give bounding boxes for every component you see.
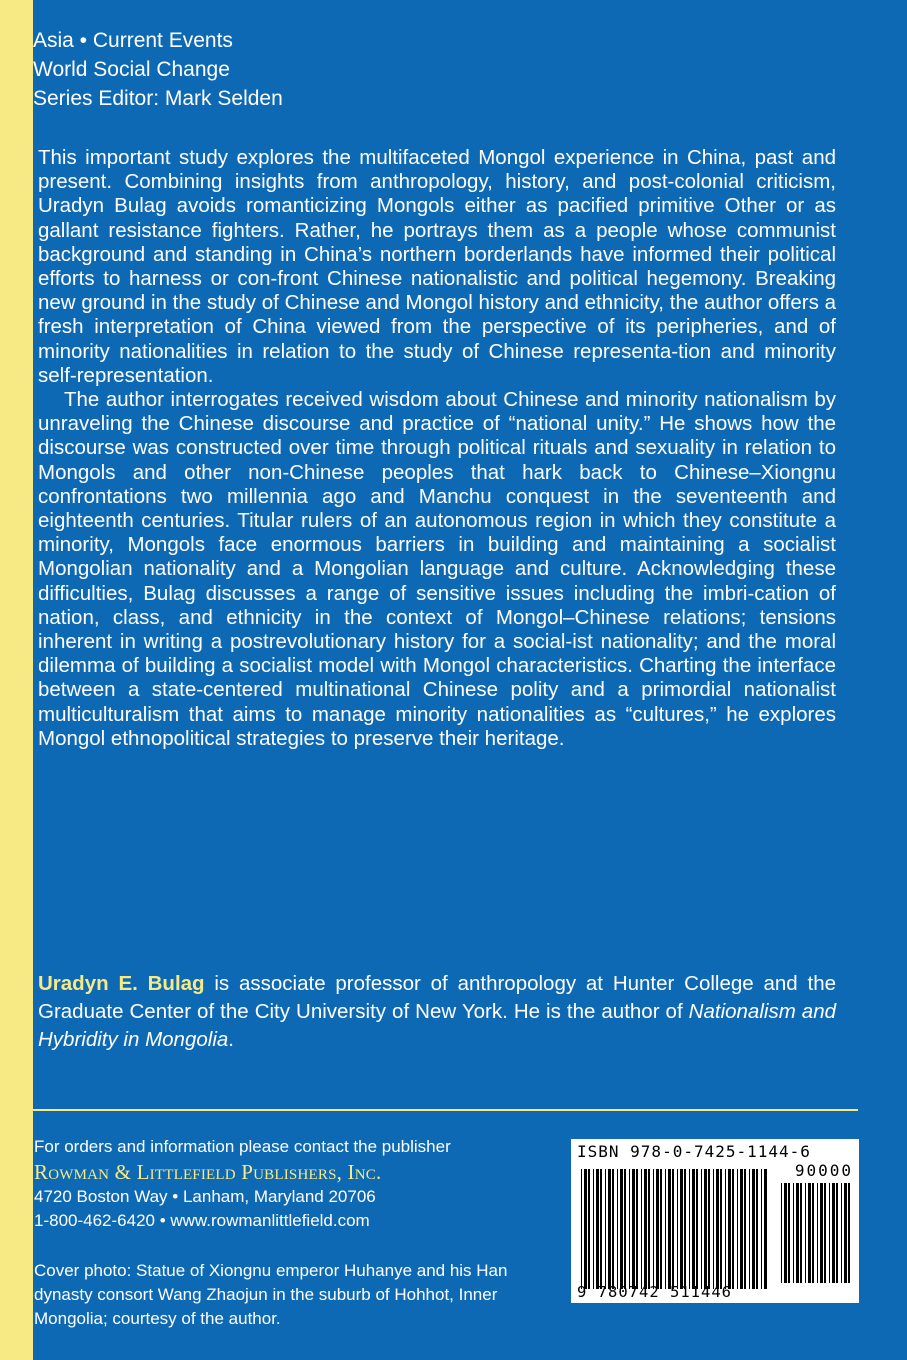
spine-strip — [0, 0, 33, 1360]
contact-intro: For orders and information please contact the publisher — [34, 1137, 451, 1156]
barcode-bars-icon — [581, 1169, 769, 1289]
series-info — [33, 26, 283, 113]
divider-line — [14, 1109, 858, 1111]
series-line-1: Asia • Current Events — [33, 29, 233, 52]
price-addon-code: 90000 — [794, 1161, 853, 1180]
author-bio-text: is associate professor of anthropology at Hunter College and the Graduate Center of the City University of New York. He is the author of — [38, 972, 836, 1023]
publisher-phone-web: 1-800-462-6420 • www.rowmanlittlefield.com — [34, 1211, 370, 1230]
author-book-title: Nationalism and Hybridity in Mongolia — [38, 1000, 836, 1051]
isbn-label: ISBN 978-0-7425-1144-6 — [577, 1142, 811, 1161]
cover-photo-credit: Cover photo: Statue of Xiongnu emperor Huhanye and his Han dynasty consort Wang Zhaojun in the suburb of Hohhot, Inner Mongolia; courtesy of the author. — [34, 1261, 508, 1328]
description-paragraph-2: The author interrogates received wisdom about Chinese and minority nationalism by unraveling the Chinese discourse and practice of “national unity.” He shows how the discourse was constructed over time through political rituals and sexuality in relation to Mongols and other non-Chinese peoples that hark back to Chinese–Xiongnu confrontations two millennia ago and Manchu conquest in the seventeenth and eighteenth centuries. Titular rulers of an autonomous region in which they constitute a minority, Mongols face enormous barriers in building and maintaining a socialist Mongolian nationality and a Mongolian language and culture. Acknowledging these difficulties, Bulag discusses a range of sensitive issues including the imbri-cation of nation, class, and ethnicity in the context of Mongol–Chinese relations; tensions inherent in writing a postrevolutionary history for a social-ist nationality; and the moral dilemma of building a socialist model with Mongol characteristics. Charting the interface between a state-centered multinational Chinese polity and a primordial nationalist multiculturalism that aims to manage minority nationalities as “cultures,” he explores Mongol ethnopolitical strategies to preserve their heritage. — [38, 388, 836, 750]
addon-barcode-bars-icon — [781, 1183, 851, 1283]
book-description — [38, 146, 836, 751]
series-editor: Series Editor: Mark Selden — [33, 87, 283, 110]
series-line-2: World Social Change — [33, 58, 230, 81]
author-name: Uradyn E. Bulag — [38, 972, 205, 995]
author-bio-end: . — [228, 1028, 234, 1051]
barcode-digits: 9 780742 511446 — [577, 1283, 732, 1301]
publisher-address: 4720 Boston Way • Lanham, Maryland 20706 — [34, 1187, 376, 1206]
description-paragraph-1: This important study explores the multifaceted Mongol experience in China, past and present. Combining insights from anthropology, history, and post-colonial criticism, Uradyn Bulag avoids romanticizing Mongols either as pacified primitive Other or as gallant resistance fighters. Rather, he portrays them as a people whose communist background and standing in China’s northern borderlands have informed their political efforts to harness or con-front Chinese nationalistic and political hegemony. Breaking new ground in the study of Chinese and Mongol history and ethnicity, the author offers a fresh interpretation of China viewed from the perspective of its peripheries, and of minority nationalities in relation to the study of Chinese representa-tion and minority self-representation. — [38, 146, 836, 387]
author-bio — [38, 970, 836, 1054]
publisher-contact — [34, 1135, 451, 1233]
publisher-name: Rowman & Littlefield Publishers, Inc. — [34, 1160, 382, 1184]
isbn-barcode — [571, 1139, 859, 1303]
